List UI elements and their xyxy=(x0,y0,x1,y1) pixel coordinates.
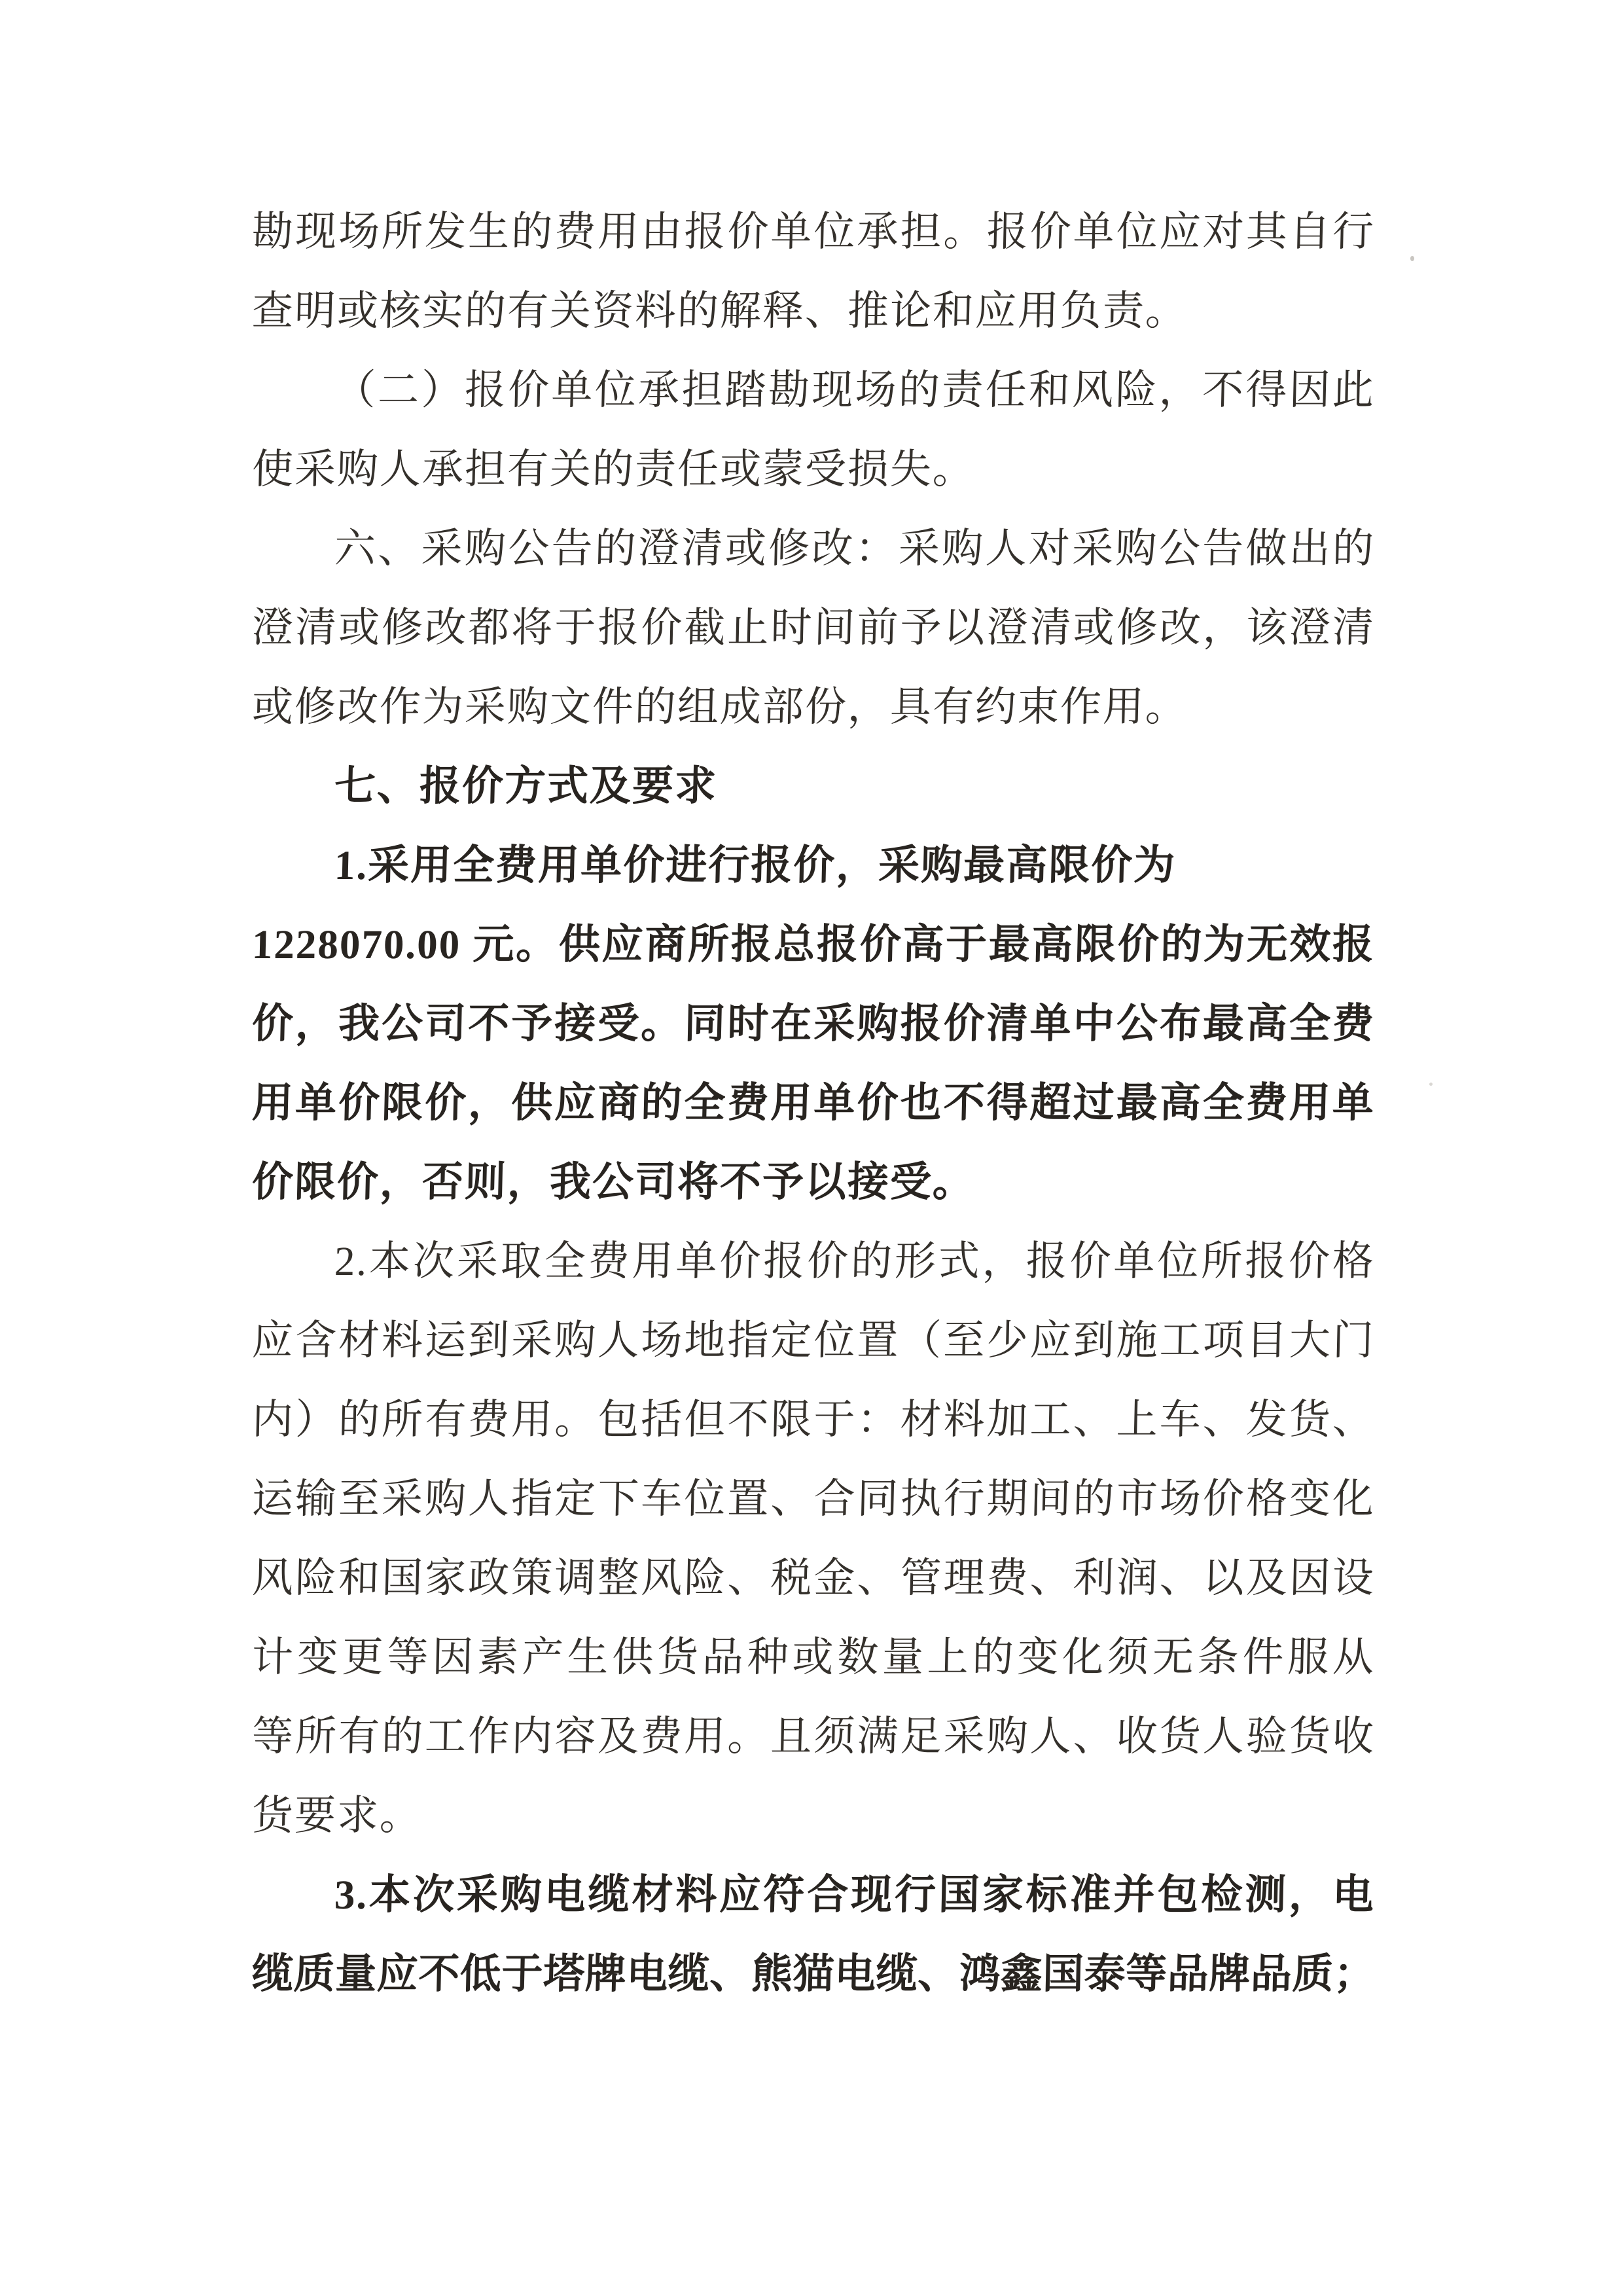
scan-speck xyxy=(1429,1083,1433,1086)
text-line: 或修改作为采购文件的组成部份，具有约束作用。 xyxy=(251,684,1188,730)
text-line: 1.采用全费用单价进行报价，采购最高限价为 xyxy=(334,842,1177,888)
text-line: 2.本次采取全费用单价报价的形式，报价单位所报价格 xyxy=(334,1238,1376,1284)
text-line: 1228070.00 元。供应商所报总报价高于最高限价的为无效报 xyxy=(251,922,1376,967)
text-block xyxy=(252,192,1375,2014)
text-line: 查明或核实的有关资料的解释、推论和应用负责。 xyxy=(251,288,1188,334)
text-line: 价限价，否则，我公司将不予以接受。 xyxy=(251,1159,976,1205)
text-line: 等所有的工作内容及费用。且须满足采购人、收货人验货收 xyxy=(251,1713,1376,1759)
text-line: 澄清或修改都将于报价截止时间前予以澄清或修改，该澄清 xyxy=(251,605,1376,651)
text-line: 使采购人承担有关的责任或蒙受损失。 xyxy=(251,446,976,492)
text-line: 应含材料运到采购人场地指定位置（至少应到施工项目大门 xyxy=(251,1318,1376,1363)
text-line: 计变更等因素产生供货品种或数量上的变化须无条件服从 xyxy=(251,1634,1376,1680)
text-line: 3.本次采购电缆材料应符合现行国家标准并包检测，电 xyxy=(334,1872,1376,1918)
text-line: 勘现场所发生的费用由报价单位承担。报价单位应对其自行 xyxy=(251,209,1376,255)
text-line: 七、报价方式及要求 xyxy=(334,763,718,809)
text-line: 内）的所有费用。包括但不限于：材料加工、上车、发货、 xyxy=(251,1397,1376,1443)
text-line: 货要求。 xyxy=(251,1793,423,1839)
text-line: （二）报价单位承担踏勘现场的责任和风险，不得因此 xyxy=(334,367,1376,413)
text-line: 运输至采购人指定下车位置、合同执行期间的市场价格变化 xyxy=(251,1476,1376,1522)
text-line: 风险和国家政策调整风险、税金、管理费、利润、以及因设 xyxy=(251,1555,1376,1601)
text-line: 缆质量应不低于塔牌电缆、熊猫电缆、鸿鑫国泰等品牌品质； xyxy=(251,1951,1376,1997)
scan-speck xyxy=(1410,256,1414,261)
text-line: 六、采购公告的澄清或修改：采购人对采购公告做出的 xyxy=(334,526,1376,571)
text-line: 价，我公司不予接受。同时在采购报价清单中公布最高全费 xyxy=(251,1001,1376,1047)
text-line: 用单价限价，供应商的全费用单价也不得超过最高全费用单 xyxy=(251,1080,1376,1126)
